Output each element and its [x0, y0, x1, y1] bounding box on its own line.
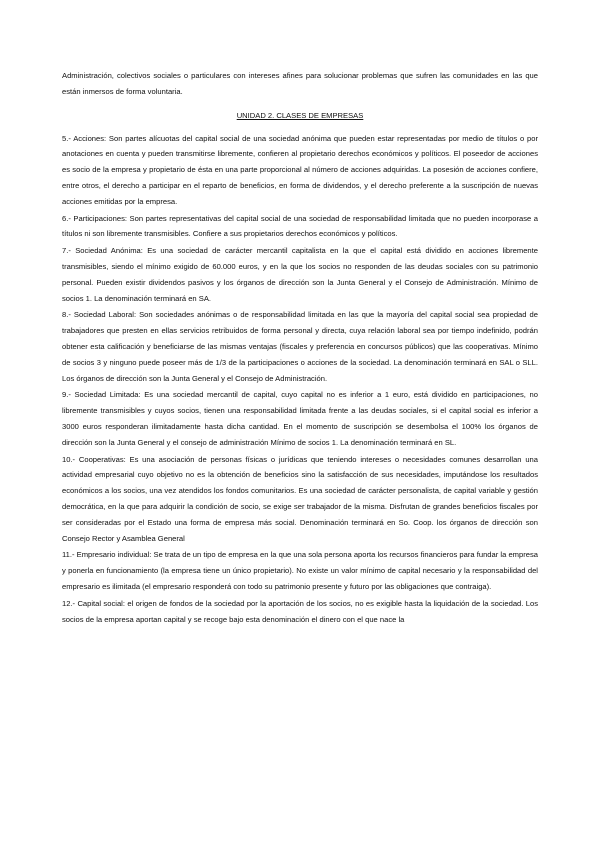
item-sociedad-laboral: 8.- Sociedad Laboral: Son sociedades anónimas o de responsabilidad limitada en las que la mayoría del capital social sea propiedad de trabajadores que presten en ellas servicios retribuidos de forma personal y directa, cuya relación laboral sea por tiempo indefinido, podrán obtener esta calificación y beneficiarse de las mismas ventajas (fiscales y preferencia en concursos públicos) que las cooperativas. Mínimo de socios 3 y ninguno puede poseer más de 1/3 de la participaciones o acciones de la sociedad. La denominación terminará en SAL o SLL. Los órganos de dirección son la Junta General y el Consejo de Administración.: [62, 310, 538, 383]
item-acciones: 5.- Acciones: Son partes alícuotas del capital social de una sociedad anónima que pueden estar representadas por medio de títulos o por anotaciones en cuenta y pueden transmitirse libremente, confieren al propietario derechos económicos y políticos. El poseedor de acciones es socio de la empresa y propietario de ésta en una parte proporcional al número de acciones adquiridas. La posesión de acciones confiere, entre otros, el derecho a participar en el reparto de beneficios, en forma de dividendos, y el derecho preferente a la suscripción de nuevas acciones emitidas por la empresa.: [62, 133, 538, 206]
item-sociedad-limitada: 9.- Sociedad Limitada: Es una sociedad mercantil de capital, cuyo capital no es inferior a 1 euro, está dividido en participaciones, no libremente transmisibles y cuyos socios, tienen una responsabilidad limitada frente a las deudas sociales, si el capital social es inferior a 3000 euros responderan ilimitadamente hasta dicha cantidad. En el momento de suscripción se desembolsa el 100% los órganos de dirección son la Junta General y el consejo de administración Mínimo de socios 1. La denominación terminará en SL.: [62, 390, 538, 447]
item-cooperativas: 10.- Cooperativas: Es una asociación de personas físicas o jurídicas que teniendo intereses o necesidades comunes desarrollan una actividad empresarial cuyo objetivo no es la obtención de beneficios sino la satisfacción de sus necesidades, imputándose los resultados económicos a los socios, una vez atendidos los fondos comunitarios. Es una sociedad de carácter personalista, de capital variable y gestión democrática, en la que para adquirir la condición de socio, se exige ser trabajador de la misma. Disfrutan de grandes beneficios fiscales por ser consideradas por el Estado una forma de empresa más social. Denominación terminará en So. Coop. los órganos de dirección son Consejo Rector y Asamblea General: [62, 454, 538, 543]
intro-paragraph: Administración, colectivos sociales o particulares con intereses afines para solucionar problemas que sufren las comunidades en las que están inmersos de forma voluntaria.: [62, 71, 538, 96]
item-empresario-individual: 11.- Empresario individual: Se trata de un tipo de empresa en la que una sola persona aporta los recursos financieros para fundar la empresa y ponerla en funcionamiento (la empresa tiene un único propietario). No existe un valor mínimo de capital necesario y la responsabilidad del empresario es ilimitada (el empresario responderá con todo su patrimonio presente y futuro por las obligaciones que contraiga).: [62, 550, 538, 591]
section-heading: UNIDAD 2. CLASES DE EMPRESAS: [236, 110, 364, 120]
item-participaciones: 6.- Participaciones: Son partes representativas del capital social de una sociedad de responsabilidad limitada que no pueden incorporase a títulos ni son libremente transmisibles. Confiere a sus propietarios derechos económicos y políticos.: [62, 213, 538, 239]
item-capital-social: 12.- Capital social: el origen de fondos de la sociedad por la aportación de los socios, no es exigible hasta la liquidación de la sociedad. Los socios de la empresa aportan capital y se recoge bajo esta denominación el dinero con el que nace la: [62, 598, 538, 624]
item-sociedad-anonima: 7.- Sociedad Anónima: Es una sociedad de carácter mercantil capitalista en la que el capital está dividido en acciones libremente transmisibles, siendo el mínimo exigido de 60.000 euros, y en la que los socios no responden de las deudas sociales con su patrimonio personal. Pueden existir dividendos pasivos y los órganos de dirección son la Junta General y el Consejo de Administración. Mínimo de socios 1. La denominación terminará en SA.: [62, 246, 538, 303]
